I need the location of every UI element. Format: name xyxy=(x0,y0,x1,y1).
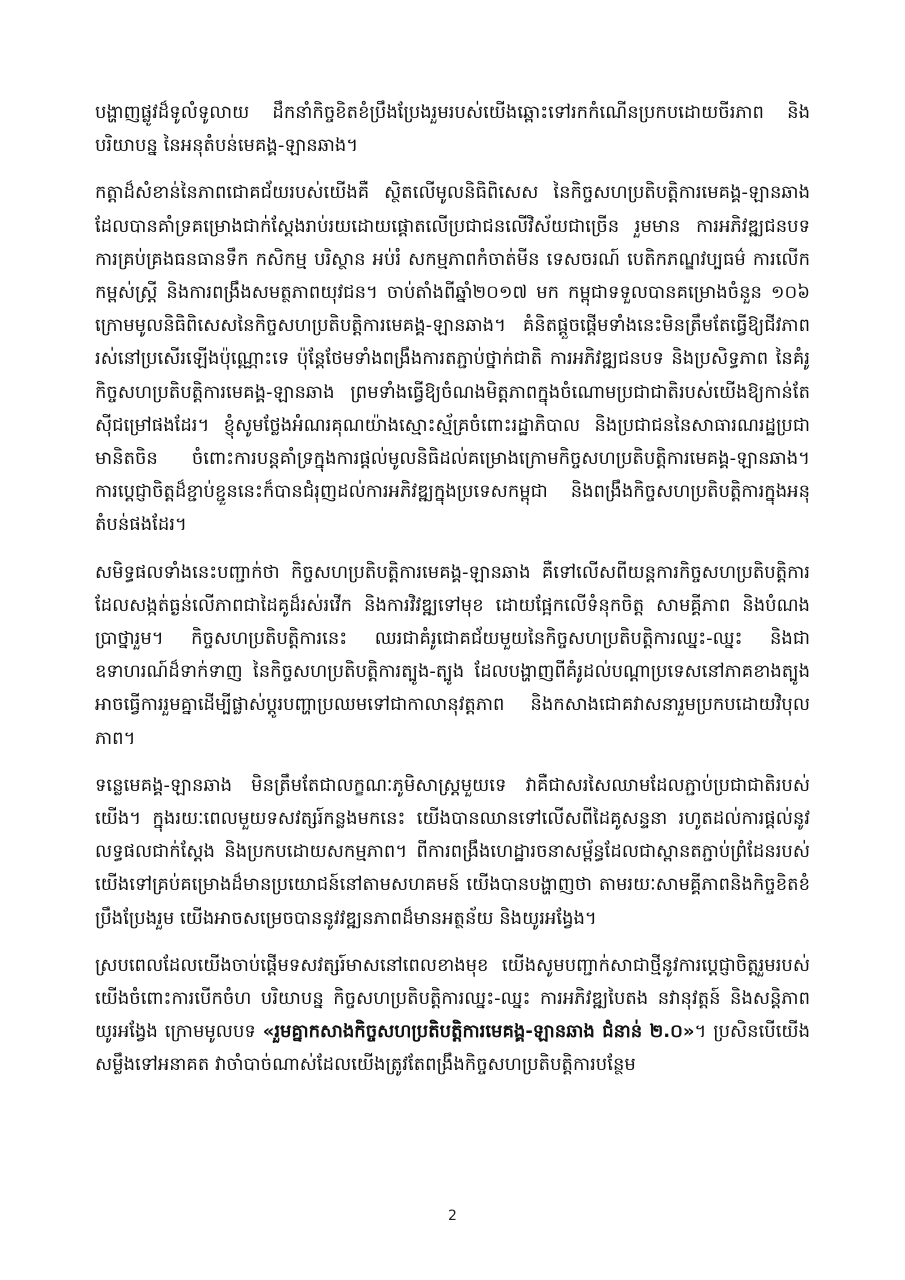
paragraph-3: សមិទ្ធផលទាំងនេះបញ្ជាក់ថា កិច្ចសហប្រតិបត្តិការមេគង្គ-ឡានឆាង គឺទៅលើសពីយន្តការកិច្ចសហប្រតិបត្តិការ ដែលសង្កត់ធ្ងន់លើភាពជាដៃគូដ៏រស់រវើក និងការវិវឌ្ឍទៅមុខ ដោយផ្អែកលើទំនុកចិត្ត សាមគ្គីភាព និងបំណងប្រាថ្នារួម។ កិច្ចសហប្រតិបត្តិការនេះ ឈរជាគំរូជោគជ័យមួយនៃកិច្ចសហប្រតិបត្តិការឈ្នះ-ឈ្នះ និងជាឧទាហរណ៍ដ៏ទាក់ទាញ នៃកិច្ចសហប្រតិបត្តិការត្បូង-ត្បូង ដែលបង្ហាញពីគំរូដល់បណ្តាប្រទេសនៅភាគខាងត្បូង អាចធ្វើការរួមគ្នាដើម្បីផ្លាស់ប្តូរបញ្ហាប្រឈមទៅជាកាលានុវត្តភាព និងកសាងជោគវាសនារួមប្រកបដោយវិបុលភាព។ xyxy=(95,561,810,749)
paragraph-5-bold-title: «រួមគ្នាកសាងកិច្ចសហប្រតិបត្តិការមេគង្គ-ឡានឆាង ជំនាន់ ២.០» xyxy=(262,1021,695,1043)
document-page xyxy=(95,96,810,1096)
paragraph-4: ទន្លេមេគង្គ-ឡានឆាង មិនត្រឹមតែជាលក្ខណៈភូមិសាស្ត្រមួយទេ វាគឺជាសរសៃឈាមដែលភ្ជាប់ប្រជាជាតិរបស់យើង។ ក្នុងរយៈពេលមួយទសវត្សរ៍កន្លងមកនេះ យើងបានឈានទៅលើសពីដៃគូសន្ទនា រហូតដល់ការផ្តល់នូវលទ្ធផលជាក់ស្តែង និងប្រកបដោយសកម្មភាព។ ពីការពង្រឹងហេដ្ឋារចនាសម្ព័ន្ធដែលជាស្ពានតភ្ជាប់ព្រំដែនរបស់យើងទៅគ្រប់គម្រោងដ៏មានប្រយោជន៍នៅតាមសហគមន៍ យើងបានបង្ហាញថា តាមរយៈសាមគ្គីភាពនិងកិច្ចខិតខំប្រឹងប្រែងរួម យើងអាចសម្រេចបាននូវវឌ្ឍនភាពដ៏មានអត្ថន័យ និងយូរអង្វែង។ xyxy=(95,774,810,929)
paragraph-5-text-before: ស្របពេលដែលយើងចាប់ផ្តើមទសវត្សរ៍មាសនៅពេលខាងមុខ យើងសូមបញ្ជាក់សាជាថ្មីនូវការប្តេជ្ញាចិត្តរួមរបស់យើងចំពោះការបើកចំហ បរិយាបន្ន កិច្ចសហប្រតិបត្តិការឈ្នះ-ឈ្នះ ការអភិវឌ្ឍបៃតង នវានុវត្តន៍ និងសន្តិភាពយូរអង្វែង ក្រោមមូលបទ xyxy=(95,954,810,1043)
paragraph-5 xyxy=(95,949,810,1082)
paragraph-1: បង្ហាញផ្លូវដ៏ទូលំទូលាយ ដឹកនាំកិច្ចខិតខំប្រឹងប្រែងរួមរបស់យើងឆ្ពោះទៅរកកំណើនប្រកបដោយចីរភាព និងបរិយាបន្ន នៃអនុតំបន់មេគង្គ-ឡានឆាង។ xyxy=(95,102,810,157)
paragraph-5-text-after: ។ ប្រសិនបើយើងសម្លឹងទៅអនាគត វាចាំបាច់ណាស់ដែលយើងត្រូវតែពង្រឹងកិច្ចសហប្រតិបត្តិការបន្ថែម xyxy=(95,1021,810,1076)
paragraph-2: កត្តាដ៏សំខាន់នៃភាពជោគជ័យរបស់យើងគឺ ស្ថិតលើមូលនិធិពិសេស នៃកិច្ចសហប្រតិបត្តិការមេគង្គ-ឡានឆាង ដែលបានគាំទ្រគម្រោងជាក់ស្តែងរាប់រយដោយផ្តោតលើប្រជាជនលើវិស័យជាច្រើន រួមមាន ការអភិវឌ្ឍជនបទ ការគ្រប់គ្រងធនធានទឹក កសិកម្ម បរិស្ថាន អប់រំ សកម្មភាពកំចាត់មីន ទេសចរណ៍ បេតិកភណ្ឌវប្បធម៌ ការលើកកម្ពស់ស្ត្រី និងការពង្រឹងសមត្ថភាពយុវជន។ ចាប់តាំងពីឆ្នាំ២០១៧ មក កម្ពុជាទទួលបានគម្រោងចំនួន ១០៦ ក្រោមមូលនិធិពិសេសនៃកិច្ចសហប្រតិបត្តិការមេគង្គ-ឡានឆាង។ គំនិតផ្តួចផ្តើមទាំងនេះមិនត្រឹមតែធ្វើឱ្យជីវភាពរស់នៅប្រសើរឡើងប៉ុណ្ណោះទេ ប៉ុន្តែថែមទាំងពង្រឹងការតភ្ជាប់ថ្នាក់ជាតិ ការអភិវឌ្ឍជនបទ និងប្រសិទ្ធភាព នៃគំរូកិច្ចសហប្រតិបត្តិការមេគង្គ-ឡានឆាង ព្រមទាំងធ្វើឱ្យចំណងមិត្តភាពក្នុងចំណោមប្រជាជាតិរបស់យើងឱ្យកាន់តែស៊ីជម្រៅផងដែរ។ ខ្ញុំសូមថ្លែងអំណរគុណយ៉ាងស្មោះស្ម័គ្រចំពោះរដ្ឋាភិបាល និងប្រជាជននៃសាធារណរដ្ឋប្រជាមានិតចិន ចំពោះការបន្តគាំទ្រក្នុងការផ្តល់មូលនិធិដល់គម្រោងក្រោមកិច្ចសហប្រតិបត្តិការមេគង្គ-ឡានឆាង។ ការប្តេជ្ញាចិត្តដ៏ខ្ជាប់ខ្ជួននេះក៏បានជំរុញដល់ការអភិវឌ្ឍក្នុងប្រទេសកម្ពុជា និងពង្រឹងកិច្ចសហប្រតិបត្តិការក្នុងអនុតំបន់ផងដែរ។ xyxy=(95,182,810,536)
page-number: 2 xyxy=(448,1208,457,1224)
